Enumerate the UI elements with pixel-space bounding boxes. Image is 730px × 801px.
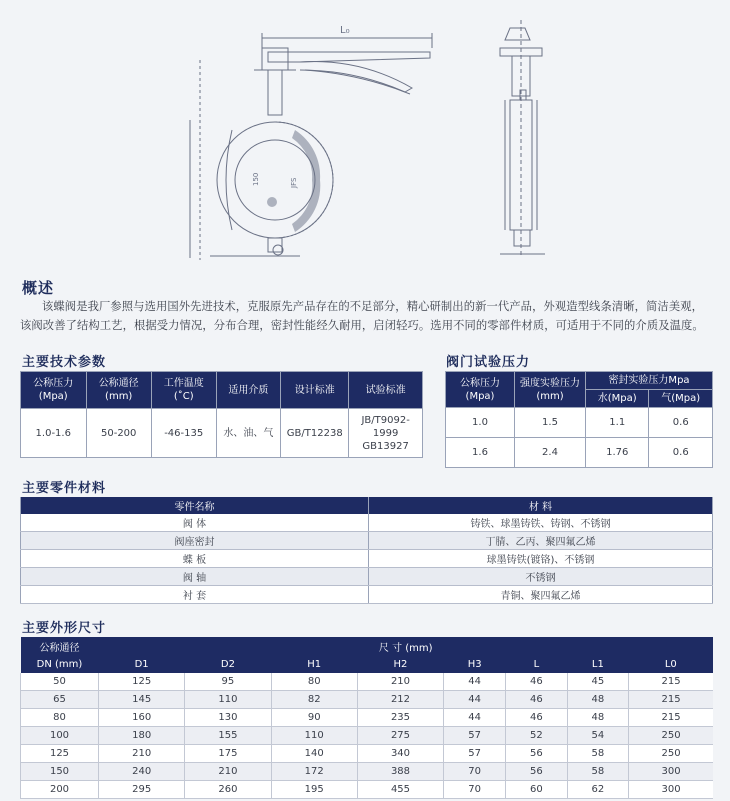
table-cell: 蝶 板 bbox=[21, 550, 369, 568]
table-cell: 铸铁、球墨铸铁、铸钢、不锈钢 bbox=[369, 514, 713, 532]
table-cell: 1.0-1.6 bbox=[21, 409, 87, 458]
table-cell: 44 bbox=[444, 691, 506, 709]
table-header: H2 bbox=[357, 655, 443, 673]
table-cell: 80 bbox=[21, 709, 99, 727]
table-cell: 172 bbox=[271, 763, 357, 781]
table-row bbox=[21, 532, 713, 550]
table-cell: 1.76 bbox=[586, 438, 649, 468]
table-header: L1 bbox=[567, 655, 628, 673]
table-cell: 60 bbox=[506, 781, 567, 799]
table-header: 设计标准 bbox=[281, 372, 349, 409]
table-cell: 衬 套 bbox=[21, 586, 369, 604]
table-subheader: 水(Mpa) bbox=[586, 390, 649, 408]
table-cell: 212 bbox=[357, 691, 443, 709]
table-cell: 56 bbox=[506, 745, 567, 763]
table-cell: 215 bbox=[629, 673, 713, 691]
butterfly-valve-diagram bbox=[0, 0, 730, 270]
test-pressure-table bbox=[445, 371, 713, 468]
table-header: 密封实验压力Mpa bbox=[586, 372, 713, 390]
table-cell: 65 bbox=[21, 691, 99, 709]
table-cell: 57 bbox=[444, 745, 506, 763]
table-cell: 260 bbox=[185, 781, 271, 799]
table-cell: 340 bbox=[357, 745, 443, 763]
table-row bbox=[21, 709, 714, 727]
table-cell: 丁腈、乙丙、聚四氟乙烯 bbox=[369, 532, 713, 550]
table-subheader: 气(Mpa) bbox=[649, 390, 713, 408]
table-row bbox=[21, 550, 713, 568]
table-cell: 215 bbox=[629, 709, 713, 727]
table-cell: 46 bbox=[506, 691, 567, 709]
table-row bbox=[21, 691, 714, 709]
table-cell: 250 bbox=[629, 727, 713, 745]
table-cell: 阀 轴 bbox=[21, 568, 369, 586]
table-header: 公称通径 (mm) bbox=[86, 372, 151, 409]
table-cell: 155 bbox=[185, 727, 271, 745]
table-cell: 160 bbox=[99, 709, 185, 727]
intro-title: 概述 bbox=[22, 279, 55, 297]
table-cell: 50 bbox=[21, 673, 99, 691]
table-cell: 球墨铸铁(镀铬)、不锈钢 bbox=[369, 550, 713, 568]
tech-title: 主要技术参数 bbox=[22, 355, 107, 370]
table-header: 零件名称 bbox=[21, 497, 369, 514]
table-header: 工作温度 (˚C) bbox=[151, 372, 216, 409]
table-cell: 210 bbox=[357, 673, 443, 691]
table-cell: 388 bbox=[357, 763, 443, 781]
table-cell: 70 bbox=[444, 781, 506, 799]
table-cell: 200 bbox=[21, 781, 99, 799]
table-cell: 44 bbox=[444, 673, 506, 691]
table-cell: 215 bbox=[629, 691, 713, 709]
table-row bbox=[21, 514, 713, 532]
table-cell: 阀 体 bbox=[21, 514, 369, 532]
table-cell: 青铜、聚四氟乙烯 bbox=[369, 586, 713, 604]
table-cell: 1.6 bbox=[446, 438, 515, 468]
table-cell: 46 bbox=[506, 709, 567, 727]
table-header: L bbox=[506, 655, 567, 673]
table-cell: 455 bbox=[357, 781, 443, 799]
dims-title: 主要外形尺寸 bbox=[22, 621, 107, 636]
table-header: 公称通径 bbox=[21, 637, 99, 655]
table-header: 强度实验压力 (mm) bbox=[515, 372, 586, 408]
table-cell: 62 bbox=[567, 781, 628, 799]
table-header: 材 料 bbox=[369, 497, 713, 514]
table-cell: 210 bbox=[99, 745, 185, 763]
table-cell: 70 bbox=[444, 763, 506, 781]
table-header: L0 bbox=[629, 655, 713, 673]
table-group-header: 尺 寸 (mm) bbox=[99, 637, 714, 655]
table-cell: 48 bbox=[567, 709, 628, 727]
valve-drawing bbox=[0, 0, 730, 270]
table-cell: 48 bbox=[567, 691, 628, 709]
table-cell: 195 bbox=[271, 781, 357, 799]
table-header: D1 bbox=[99, 655, 185, 673]
table-cell: -46-135 bbox=[151, 409, 216, 458]
table-row bbox=[21, 781, 714, 799]
table-row bbox=[21, 568, 713, 586]
table-cell: 145 bbox=[99, 691, 185, 709]
table-cell: 295 bbox=[99, 781, 185, 799]
table-cell: 0.6 bbox=[649, 438, 713, 468]
table-header: 试验标准 bbox=[349, 372, 423, 409]
table-cell: 180 bbox=[99, 727, 185, 745]
table-header: 公称压力 (Mpa) bbox=[446, 372, 515, 408]
table-cell: 90 bbox=[271, 709, 357, 727]
dim-label: JFS bbox=[290, 177, 298, 188]
table-cell: 阀座密封 bbox=[21, 532, 369, 550]
intro-text: 该蝶阀是我厂参照与选用国外先进技术，克服原先产品存在的不足部分，精心研制出的新一代产品，外观造型线条清晰，简洁美观，该阀改善了结构工艺，根据受力情况，分布合理，密封性能经久耐用，启闭轻巧。选用不同的零部件材质，可适用于不同的介质及温度。 bbox=[20, 300, 704, 332]
parts-title: 主要零件材料 bbox=[22, 481, 107, 496]
table-cell: 80 bbox=[271, 673, 357, 691]
table-cell: 58 bbox=[567, 763, 628, 781]
table-cell: 130 bbox=[185, 709, 271, 727]
table-cell: 1.5 bbox=[515, 408, 586, 438]
table-cell: 275 bbox=[357, 727, 443, 745]
pressure-title: 阀门试验压力 bbox=[446, 355, 531, 370]
table-cell: 2.4 bbox=[515, 438, 586, 468]
table-cell: 300 bbox=[629, 763, 713, 781]
table-header: H3 bbox=[444, 655, 506, 673]
table-cell: 175 bbox=[185, 745, 271, 763]
table-row bbox=[21, 763, 714, 781]
table-cell: 52 bbox=[506, 727, 567, 745]
table-cell: 150 bbox=[21, 763, 99, 781]
table-cell: 300 bbox=[629, 781, 713, 799]
tech-params-table bbox=[20, 371, 423, 458]
table-row bbox=[21, 727, 714, 745]
table-cell: 125 bbox=[99, 673, 185, 691]
table-cell: 95 bbox=[185, 673, 271, 691]
table-row bbox=[21, 673, 714, 691]
table-cell: 210 bbox=[185, 763, 271, 781]
table-cell: JB/T9092- 1999 GB13927 bbox=[349, 409, 423, 458]
table-header: DN (mm) bbox=[21, 655, 99, 673]
table-cell: 56 bbox=[506, 763, 567, 781]
table-cell: 1.1 bbox=[586, 408, 649, 438]
parts-material-table bbox=[20, 497, 713, 604]
table-cell: 250 bbox=[629, 745, 713, 763]
table-cell: 110 bbox=[271, 727, 357, 745]
table-cell: 54 bbox=[567, 727, 628, 745]
table-cell: 82 bbox=[271, 691, 357, 709]
table-cell: 58 bbox=[567, 745, 628, 763]
table-cell: 不锈钢 bbox=[369, 568, 713, 586]
table-cell: 57 bbox=[444, 727, 506, 745]
table-cell: 240 bbox=[99, 763, 185, 781]
dimensions-table bbox=[20, 637, 713, 799]
table-cell: 50-200 bbox=[86, 409, 151, 458]
dim-l0-label: L₀ bbox=[340, 25, 350, 36]
table-header: H1 bbox=[271, 655, 357, 673]
table-cell: GB/T12238 bbox=[281, 409, 349, 458]
dim-label: 150 bbox=[252, 172, 260, 186]
table-cell: 125 bbox=[21, 745, 99, 763]
table-cell: 140 bbox=[271, 745, 357, 763]
table-header: 公称压力 (Mpa) bbox=[21, 372, 87, 409]
table-cell: 235 bbox=[357, 709, 443, 727]
table-cell: 0.6 bbox=[649, 408, 713, 438]
table-row bbox=[21, 745, 714, 763]
table-cell: 46 bbox=[506, 673, 567, 691]
table-header: D2 bbox=[185, 655, 271, 673]
table-row bbox=[21, 586, 713, 604]
table-cell: 水、油、气 bbox=[216, 409, 281, 458]
table-cell: 110 bbox=[185, 691, 271, 709]
table-cell: 44 bbox=[444, 709, 506, 727]
table-header: 适用介质 bbox=[216, 372, 281, 409]
table-cell: 45 bbox=[567, 673, 628, 691]
table-cell: 100 bbox=[21, 727, 99, 745]
table-cell: 1.0 bbox=[446, 408, 515, 438]
